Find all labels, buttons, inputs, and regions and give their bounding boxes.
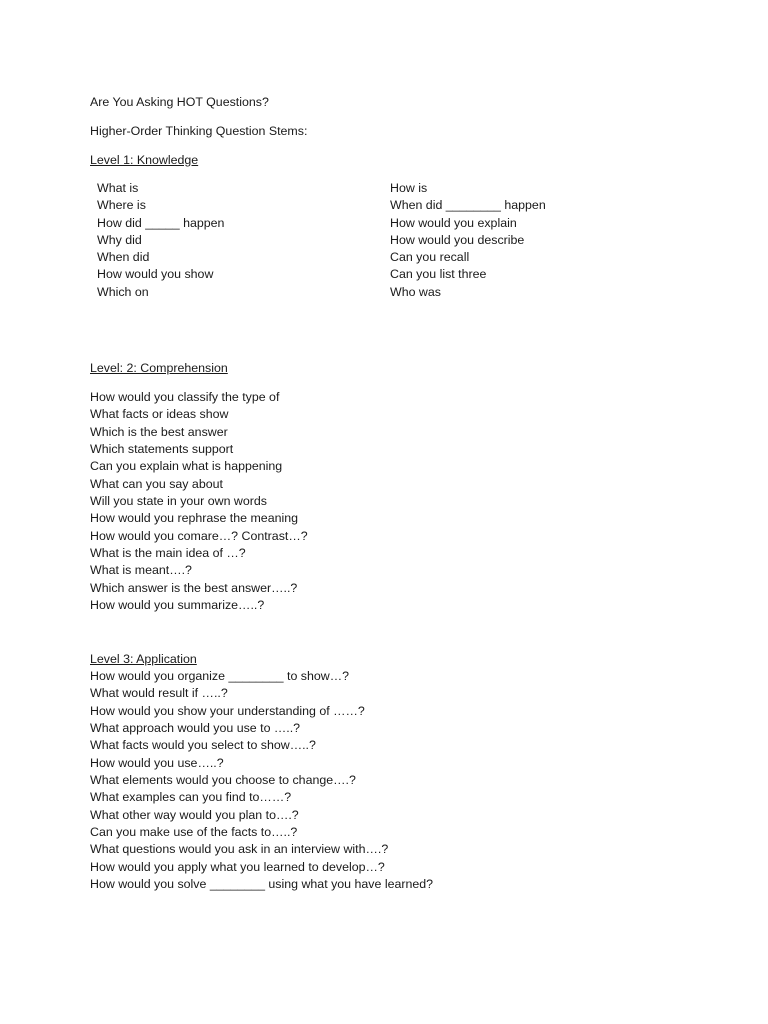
list-item: What examples can you find to……? <box>90 790 292 805</box>
document-subtitle: Higher-Order Thinking Question Stems: <box>90 124 308 138</box>
level1-left-column <box>97 180 224 301</box>
list-item: How would you rephrase the meaning <box>90 511 299 526</box>
level3-list <box>90 668 433 893</box>
list-item: Can you recall <box>390 250 470 265</box>
list-item: How would you describe <box>390 232 525 247</box>
list-item: When did <box>97 250 150 265</box>
level1-right-column <box>390 180 546 301</box>
list-item: How would you comare…? Contrast…? <box>90 528 308 543</box>
list-item: How would you show your understanding of ……? <box>90 703 365 718</box>
list-item: Which is the best answer <box>90 424 228 439</box>
level2-list <box>90 389 308 614</box>
list-item: What other way would you plan to….? <box>90 807 299 822</box>
list-item: What is <box>97 181 139 195</box>
list-item: Who was <box>390 284 441 299</box>
level3-heading: Level 3: Application <box>90 652 197 666</box>
list-item: How would you show <box>97 267 214 282</box>
list-item: What facts or ideas show <box>90 407 229 422</box>
list-item: What is meant….? <box>90 563 192 578</box>
list-item: How is <box>390 181 428 195</box>
list-item: How did _____ happen <box>97 215 225 230</box>
document-title: Are You Asking HOT Questions? <box>90 95 269 109</box>
list-item: How would you organize ________ to show…? <box>90 669 349 683</box>
list-item: How would you classify the type of <box>90 390 280 404</box>
list-item: How would you solve ________ using what you have learned? <box>90 877 434 892</box>
list-item: Which answer is the best answer…..? <box>90 580 298 595</box>
list-item: What facts would you select to show…..? <box>90 738 316 753</box>
list-item: How would you explain <box>390 215 517 230</box>
list-item: Why did <box>97 232 142 247</box>
list-item: Will you state in your own words <box>90 494 267 509</box>
level1-heading: Level 1: Knowledge <box>90 153 199 167</box>
list-item: Can you make use of the facts to…..? <box>90 825 298 840</box>
list-item: Which statements support <box>90 442 234 457</box>
list-item: What is the main idea of …? <box>90 546 246 561</box>
list-item: Can you explain what is happening <box>90 459 283 474</box>
list-item: How would you apply what you learned to develop…? <box>90 859 385 874</box>
list-item: When did ________ happen <box>390 198 546 213</box>
list-item: What would result if …..? <box>90 686 228 701</box>
list-item: Can you list three <box>390 267 487 282</box>
list-item: What questions would you ask in an interview with….? <box>90 842 389 857</box>
list-item: How would you summarize…..? <box>90 598 265 613</box>
level2-heading: Level: 2: Comprehension <box>90 361 228 375</box>
list-item: Which on <box>97 284 149 299</box>
list-item: What approach would you use to …..? <box>90 721 301 736</box>
list-item: Where is <box>97 198 146 213</box>
list-item: How would you use…..? <box>90 755 224 770</box>
list-item: What elements would you choose to change….? <box>90 773 356 788</box>
list-item: What can you say about <box>90 476 223 491</box>
